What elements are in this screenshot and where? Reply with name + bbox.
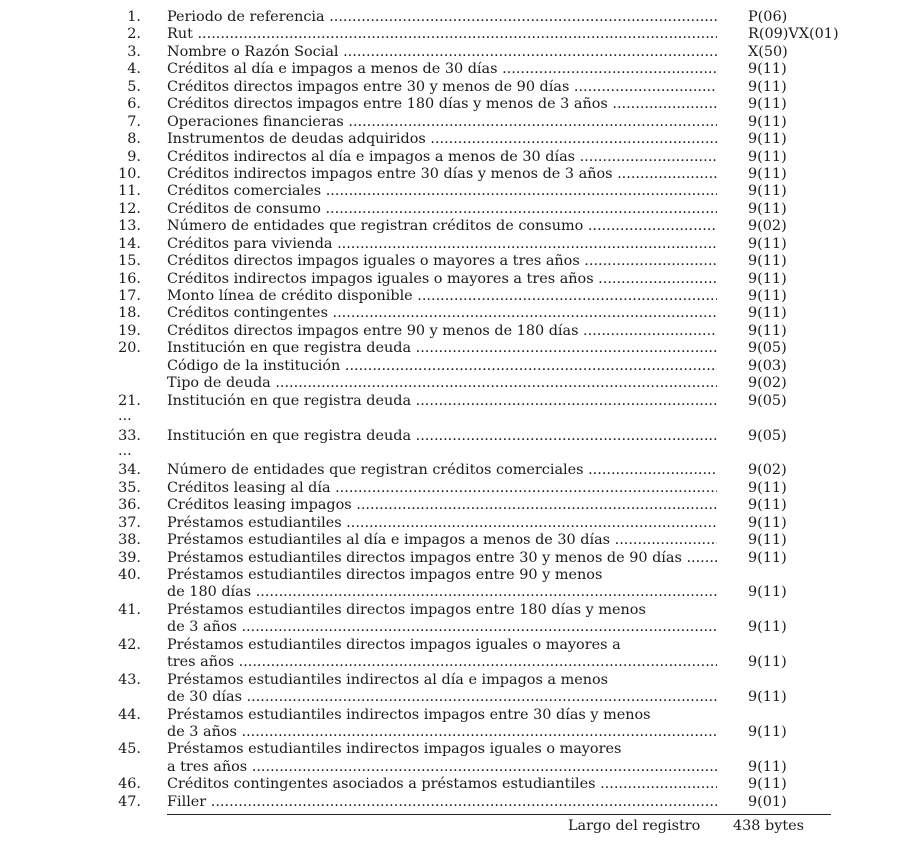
field-format: 9(03) bbox=[748, 357, 787, 374]
field-label: Institución en que registra deuda ..... bbox=[167, 393, 717, 410]
field-format: 9(11) bbox=[748, 776, 787, 793]
field-number: 38. bbox=[118, 532, 141, 549]
field-format: 9(11) bbox=[748, 165, 787, 182]
field-format: R(09)VX(01) bbox=[748, 26, 839, 43]
field-format: 9(11) bbox=[748, 113, 787, 130]
field-label: Institución en que registra deuda ..... bbox=[167, 340, 717, 357]
field-label bbox=[167, 707, 717, 742]
field-row bbox=[0, 637, 914, 672]
field-number: 46. bbox=[118, 776, 141, 793]
field-row bbox=[0, 271, 914, 288]
field-label: Créditos directos impagos entre 90 y menos de 180 días ..... bbox=[167, 323, 717, 340]
field-number: 20. bbox=[118, 340, 141, 357]
field-number: 33. bbox=[118, 427, 141, 444]
field-format: 9(01) bbox=[748, 793, 787, 810]
total-divider bbox=[167, 814, 831, 815]
field-label bbox=[167, 567, 717, 602]
field-number: 10. bbox=[118, 165, 141, 182]
field-row bbox=[0, 44, 914, 61]
field-label bbox=[167, 672, 717, 707]
field-row bbox=[0, 166, 914, 183]
field-format: 9(11) bbox=[748, 235, 787, 252]
field-label: Instrumentos de deudas adquiridos ..... bbox=[167, 131, 717, 148]
field-number: 41. bbox=[118, 601, 141, 618]
field-row bbox=[0, 358, 914, 375]
field-number: 3. bbox=[127, 43, 141, 60]
field-format: 9(05) bbox=[748, 427, 787, 444]
field-label: Créditos directos impagos entre 180 días y menos de 3 años ..... bbox=[167, 96, 717, 113]
field-format: 9(11) bbox=[748, 689, 787, 706]
field-label: Filler ..... bbox=[167, 794, 717, 811]
field-label: Créditos indirectos impagos iguales o mayores a tres años ..... bbox=[167, 271, 717, 288]
field-row bbox=[0, 567, 914, 602]
field-number: 1. bbox=[127, 9, 141, 25]
field-number: 14. bbox=[118, 235, 141, 252]
field-format: X(50) bbox=[748, 43, 788, 60]
field-row bbox=[0, 462, 914, 479]
field-number: 4. bbox=[127, 61, 141, 78]
field-label-line-2: tres años ..... bbox=[167, 654, 717, 671]
field-format: 9(05) bbox=[748, 340, 787, 357]
field-label: Número de entidades que registran créditos de consumo ..... bbox=[167, 218, 717, 235]
field-label: Créditos de consumo ..... bbox=[167, 201, 717, 218]
field-format: 9(11) bbox=[748, 305, 787, 322]
field-label: Rut ..... bbox=[167, 26, 717, 43]
field-row bbox=[0, 532, 914, 549]
field-format: 9(02) bbox=[748, 375, 787, 392]
fields-block-40-45 bbox=[0, 567, 914, 776]
field-row bbox=[0, 794, 914, 811]
field-label: Créditos contingentes asociados a préstamos estudiantiles ..... bbox=[167, 776, 717, 793]
field-format: 9(11) bbox=[748, 148, 787, 165]
field-format: 9(11) bbox=[748, 497, 787, 514]
field-label-line-1: Préstamos estudiantiles directos impagos entre 90 y menos bbox=[167, 567, 603, 583]
field-row bbox=[0, 340, 914, 357]
field-row bbox=[0, 26, 914, 43]
field-number: 34. bbox=[118, 462, 141, 479]
field-row bbox=[0, 602, 914, 637]
ellipsis: ... bbox=[118, 442, 132, 459]
field-row bbox=[0, 741, 914, 776]
field-row bbox=[0, 61, 914, 78]
field-label: Institución en que registra deuda ..... bbox=[167, 428, 717, 445]
field-label-line-1: Préstamos estudiantiles indirectos impagos entre 30 días y menos bbox=[167, 706, 651, 723]
field-label: Número de entidades que registran créditos comerciales ..... bbox=[167, 462, 717, 479]
field-number: 40. bbox=[118, 567, 141, 583]
field-label-line-2: a tres años ..... bbox=[167, 759, 717, 776]
field-number: 6. bbox=[127, 96, 141, 113]
field-number: 36. bbox=[118, 497, 141, 514]
field-row bbox=[0, 288, 914, 305]
field-label: Créditos para vivienda ..... bbox=[167, 236, 717, 253]
field-number: 18. bbox=[118, 305, 141, 322]
field-row bbox=[0, 515, 914, 532]
record-length-value: 438 bytes bbox=[733, 818, 805, 834]
ellipsis-row bbox=[0, 442, 914, 462]
fields-block-34-39 bbox=[0, 462, 914, 567]
field-number: 35. bbox=[118, 479, 141, 496]
field-number: 47. bbox=[118, 793, 141, 810]
field-label: Créditos indirectos al día e impagos a menos de 30 días ..... bbox=[167, 149, 717, 166]
field-number: 15. bbox=[118, 253, 141, 270]
field-label: Créditos contingentes ..... bbox=[167, 305, 717, 322]
field-label-line-1: Préstamos estudiantiles directos impagos iguales o mayores a bbox=[167, 636, 621, 653]
field-row bbox=[0, 201, 914, 218]
field-row bbox=[0, 497, 914, 514]
field-number: 37. bbox=[118, 514, 141, 531]
field-format: 9(11) bbox=[748, 61, 787, 78]
field-number: 2. bbox=[127, 26, 141, 43]
field-label-line-1: Préstamos estudiantiles directos impagos entre 180 días y menos bbox=[167, 601, 646, 618]
field-label: Créditos leasing al día ..... bbox=[167, 480, 717, 497]
field-format: 9(11) bbox=[748, 549, 787, 566]
field-number: 21. bbox=[118, 392, 141, 409]
field-format: 9(11) bbox=[748, 479, 787, 496]
field-number: 43. bbox=[118, 671, 141, 688]
field-label: Nombre o Razón Social ..... bbox=[167, 44, 717, 61]
field-number: 44. bbox=[118, 706, 141, 723]
field-label: Créditos directos impagos iguales o mayores a tres años ..... bbox=[167, 253, 717, 270]
field-format: 9(11) bbox=[748, 758, 787, 775]
field-label: Monto línea de crédito disponible ..... bbox=[167, 288, 717, 305]
field-row bbox=[0, 9, 914, 26]
field-format: 9(11) bbox=[748, 78, 787, 95]
field-label bbox=[167, 637, 717, 672]
field-label-line-1: Préstamos estudiantiles indirectos impagos iguales o mayores bbox=[167, 741, 622, 758]
field-row bbox=[0, 253, 914, 270]
field-number: 45. bbox=[118, 741, 141, 758]
field-row bbox=[0, 131, 914, 148]
field-label-line-2: de 30 días ..... bbox=[167, 689, 717, 706]
field-format: 9(05) bbox=[748, 392, 787, 409]
field-label: Créditos comerciales ..... bbox=[167, 183, 717, 200]
field-label-line-2: de 3 años ..... bbox=[167, 619, 717, 636]
field-label: Créditos al día e impagos a menos de 30 días ..... bbox=[167, 61, 717, 78]
field-label: Préstamos estudiantiles directos impagos entre 30 y menos de 90 días ..... bbox=[167, 550, 717, 567]
ellipsis-row bbox=[0, 410, 914, 427]
field-format: 9(11) bbox=[748, 322, 787, 339]
field-format: 9(02) bbox=[748, 218, 787, 235]
field-format: 9(11) bbox=[748, 200, 787, 217]
field-format: 9(11) bbox=[748, 183, 787, 200]
field-row bbox=[0, 149, 914, 166]
field-label bbox=[167, 602, 717, 637]
field-format: 9(11) bbox=[748, 619, 787, 636]
field-row bbox=[0, 79, 914, 96]
field-row-33 bbox=[0, 428, 914, 445]
ellipsis: ... bbox=[118, 408, 132, 425]
field-row bbox=[0, 707, 914, 742]
field-format: 9(11) bbox=[748, 270, 787, 287]
field-number: 12. bbox=[118, 200, 141, 217]
field-number: 7. bbox=[127, 113, 141, 130]
field-label: Préstamos estudiantiles ..... bbox=[167, 515, 717, 532]
field-number: 42. bbox=[118, 636, 141, 653]
field-format: 9(11) bbox=[748, 288, 787, 304]
field-row bbox=[0, 323, 914, 340]
field-label-line-2: de 180 días ..... bbox=[167, 584, 717, 601]
field-row bbox=[0, 305, 914, 322]
field-label: Préstamos estudiantiles al día e impagos a menos de 30 días ..... bbox=[167, 532, 717, 549]
field-row bbox=[0, 96, 914, 113]
field-label: Periodo de referencia ..... bbox=[167, 9, 717, 26]
field-label: Código de la institución ..... bbox=[167, 358, 717, 375]
field-format: 9(02) bbox=[748, 462, 787, 479]
fields-block-1-21 bbox=[0, 9, 914, 410]
field-format: 9(11) bbox=[748, 654, 787, 671]
field-row bbox=[0, 550, 914, 567]
field-number: 17. bbox=[118, 288, 141, 304]
field-row bbox=[0, 480, 914, 497]
field-format: 9(11) bbox=[748, 514, 787, 531]
field-row bbox=[0, 393, 914, 410]
field-format: 9(11) bbox=[748, 96, 787, 113]
record-layout-table bbox=[0, 9, 914, 811]
field-row bbox=[0, 218, 914, 235]
field-format: 9(11) bbox=[748, 532, 787, 549]
record-length-label: Largo del registro bbox=[568, 818, 701, 834]
field-format: 9(11) bbox=[748, 253, 787, 270]
field-number: 11. bbox=[118, 183, 141, 200]
field-label: Operaciones financieras ..... bbox=[167, 114, 717, 131]
field-row bbox=[0, 776, 914, 793]
field-format: 9(11) bbox=[748, 724, 787, 740]
field-row bbox=[0, 236, 914, 253]
field-number: 19. bbox=[118, 322, 141, 339]
field-label bbox=[167, 741, 717, 776]
field-number: 5. bbox=[127, 78, 141, 95]
field-format: 9(11) bbox=[748, 131, 787, 148]
field-label-line-1: Préstamos estudiantiles indirectos al día e impagos a menos bbox=[167, 671, 609, 688]
field-row bbox=[0, 672, 914, 707]
field-row bbox=[0, 183, 914, 200]
field-label-line-2: de 3 años ..... bbox=[167, 724, 717, 741]
field-row bbox=[0, 114, 914, 131]
field-number: 9. bbox=[127, 148, 141, 165]
field-format: 9(11) bbox=[748, 584, 787, 601]
field-format: P(06) bbox=[748, 9, 788, 25]
field-row bbox=[0, 375, 914, 392]
field-label: Tipo de deuda ..... bbox=[167, 375, 717, 392]
field-number: 13. bbox=[118, 218, 141, 235]
field-label: Créditos leasing impagos ..... bbox=[167, 497, 717, 514]
fields-block-46-47 bbox=[0, 776, 914, 811]
field-label: Créditos directos impagos entre 30 y menos de 90 días ..... bbox=[167, 79, 717, 96]
field-number: 39. bbox=[118, 549, 141, 566]
field-number: 16. bbox=[118, 270, 141, 287]
field-label: Créditos indirectos impagos entre 30 días y menos de 3 años ..... bbox=[167, 166, 717, 183]
field-number: 8. bbox=[127, 131, 141, 148]
